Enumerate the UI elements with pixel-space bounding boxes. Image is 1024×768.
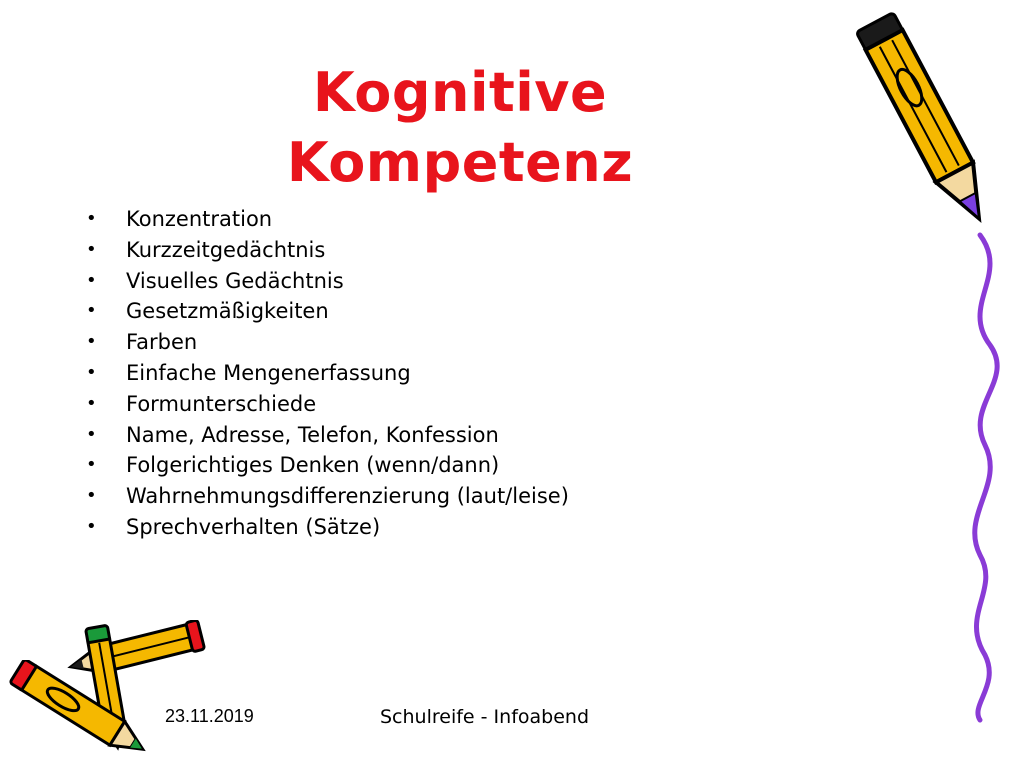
list-item-text: Visuelles Gedächtnis — [126, 268, 344, 293]
list-item — [86, 296, 569, 327]
list-item-text: Wahrnehmungsdifferenzierung (laut/leise) — [126, 484, 569, 509]
bullet-icon: • — [86, 331, 97, 353]
bullet-list — [86, 204, 569, 543]
bullet-icon: • — [86, 454, 97, 476]
bullet-icon: • — [86, 361, 97, 383]
list-item-text: Farben — [126, 330, 198, 355]
pencil-icon — [855, 2, 1005, 242]
list-item — [86, 358, 569, 389]
list-item-text: Einfache Mengenerfassung — [126, 360, 411, 385]
footer-date: 23.11.2019 — [165, 706, 254, 726]
list-item-text: Kurzzeitgedächtnis — [126, 237, 326, 262]
bullet-icon: • — [86, 515, 97, 537]
bullet-icon: • — [86, 269, 97, 291]
list-item — [86, 266, 569, 297]
list-item — [86, 235, 569, 266]
list-item — [86, 481, 569, 512]
squiggle-line-icon — [940, 215, 1020, 725]
list-item — [86, 389, 569, 420]
pencil-icon — [0, 660, 160, 760]
list-item-text: Sprechverhalten (Sätze) — [126, 514, 381, 539]
list-item-text: Formunterschiede — [126, 391, 317, 416]
list-item-text: Name, Adresse, Telefon, Konfession — [126, 422, 499, 447]
bullet-icon: • — [86, 300, 97, 322]
slide-title: Kognitive Kompetenz — [286, 61, 634, 194]
list-item — [86, 512, 569, 543]
bullet-icon: • — [86, 485, 97, 507]
bullet-icon: • — [86, 392, 97, 414]
list-item-text: Gesetzmäßigkeiten — [126, 299, 329, 324]
list-item — [86, 450, 569, 481]
footer-title: Schulreife - Infoabend — [380, 706, 589, 728]
list-item — [86, 420, 569, 451]
bullet-icon: • — [86, 423, 97, 445]
list-item — [86, 327, 569, 358]
list-item-text: Folgerichtiges Denken (wenn/dann) — [126, 453, 500, 478]
bullet-icon: • — [86, 238, 97, 260]
bullet-icon: • — [86, 208, 97, 229]
list-item — [86, 204, 569, 235]
list-item-text: Konzentration — [126, 207, 273, 231]
